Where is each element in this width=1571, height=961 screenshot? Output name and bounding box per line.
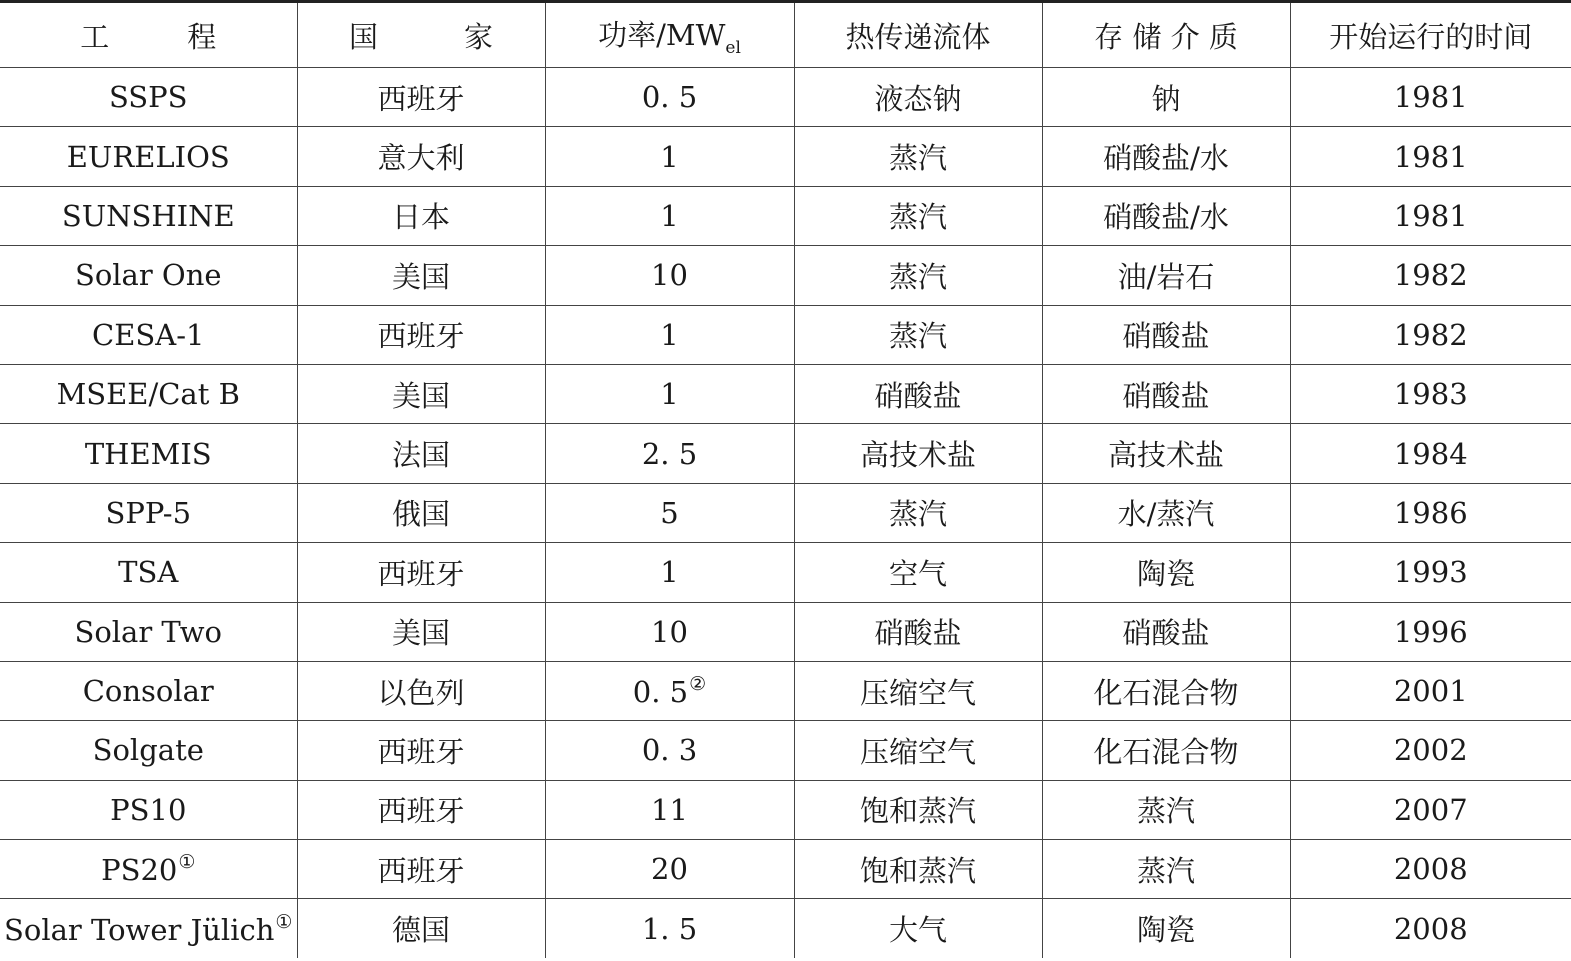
cell-country [297,305,545,364]
cell-project [0,602,297,661]
cell-storage [1042,305,1290,364]
cell-project-text: SUNSHINE [61,198,235,233]
table-row [0,543,1571,602]
cell-project [0,483,297,542]
cell-storage [1042,840,1290,899]
cell-project-text: EURELIOS [66,139,230,174]
cell-project [0,127,297,186]
cell-power [545,424,794,483]
cell-country-text: 日本 [391,200,450,235]
cell-storage-text: 硝酸盐/水 [1103,200,1229,235]
cell-start-year-text: 1983 [1393,377,1468,412]
cell-fluid-text: 硝酸盐 [874,616,962,651]
cell-country-text: 美国 [391,378,450,413]
cell-power-text: 1 [660,139,679,174]
cell-country [297,661,545,720]
cell-country [297,186,545,245]
cell-storage-text: 油/岩石 [1117,259,1215,294]
cell-country [297,68,545,127]
cell-start-year-text: 1986 [1393,495,1468,530]
table-row [0,602,1571,661]
cell-storage [1042,899,1290,958]
cell-storage [1042,424,1290,483]
cell-start-year [1290,543,1571,602]
cell-power [545,305,794,364]
cell-start-year [1290,246,1571,305]
cell-country-text: 西班牙 [377,794,465,829]
cell-start-year-text: 2008 [1393,852,1468,887]
cell-storage [1042,68,1290,127]
cell-country-text: 法国 [391,438,450,473]
cell-project-text: PS20 [101,853,178,888]
cell-storage-text: 钠 [1151,81,1181,116]
cell-project [0,780,297,839]
cell-start-year [1290,721,1571,780]
cell-project-text: Solar Two [74,614,223,649]
cell-fluid [794,543,1042,602]
cell-country [297,364,545,423]
header-country-char-2: 家 [464,19,494,54]
cell-project [0,840,297,899]
cell-fluid [794,246,1042,305]
cell-start-year-text: 2002 [1393,733,1468,768]
header-power-label: 功率/MW [598,17,726,52]
cell-project [0,661,297,720]
cell-project-text: TSA [118,555,179,590]
cell-storage-text: 高技术盐 [1107,438,1224,473]
header-power-subscript: el [725,37,741,58]
cell-project [0,424,297,483]
cell-power-text: 10 [651,258,688,293]
cell-country [297,424,545,483]
cell-country-text: 意大利 [377,141,465,176]
cell-power [545,721,794,780]
header-storage: 存 储 介 质 [1042,2,1290,68]
cell-storage-text: 硝酸盐 [1122,319,1210,354]
cell-project-text: SPP-5 [105,495,192,530]
table-row [0,840,1571,899]
cell-power-text: 5 [660,495,679,530]
cell-fluid [794,840,1042,899]
cell-country-text: 美国 [391,616,450,651]
cell-fluid-text: 压缩空气 [859,675,976,710]
header-project-char-2: 程 [187,19,217,54]
header-row [0,2,1571,68]
cell-fluid-text: 饱和蒸汽 [859,794,976,829]
cell-power-text: 1 [660,555,679,590]
table-row [0,246,1571,305]
cell-fluid [794,661,1042,720]
cell-start-year [1290,127,1571,186]
cell-start-year-text: 1982 [1393,317,1468,352]
cell-storage [1042,186,1290,245]
cell-storage-text: 硝酸盐 [1122,616,1210,651]
cell-power [545,68,794,127]
cell-country [297,840,545,899]
header-country-char-1: 国 [348,19,378,54]
cell-fluid [794,68,1042,127]
cell-start-year-text: 2008 [1393,911,1468,946]
table-row [0,721,1571,780]
cell-start-year-text: 1981 [1393,198,1468,233]
cell-power [545,602,794,661]
cell-power-text: 0. 3 [641,733,698,768]
table-row [0,68,1571,127]
cell-fluid [794,127,1042,186]
cell-project [0,364,297,423]
cell-power-text: 0. 5 [632,675,689,710]
cell-start-year [1290,780,1571,839]
cell-start-year [1290,186,1571,245]
table-row [0,899,1571,958]
cell-power [545,186,794,245]
cell-project [0,246,297,305]
cell-fluid-text: 蒸汽 [888,497,947,532]
cell-start-year [1290,424,1571,483]
cell-fluid-text: 压缩空气 [859,734,976,769]
cell-country-text: 俄国 [391,497,450,532]
cell-project [0,543,297,602]
cell-fluid-text: 蒸汽 [888,319,947,354]
cell-country [297,721,545,780]
table-row [0,780,1571,839]
cell-start-year [1290,483,1571,542]
cell-storage [1042,483,1290,542]
cell-fluid-text: 空气 [888,556,947,591]
cell-power [545,840,794,899]
cell-fluid [794,780,1042,839]
table-row [0,424,1571,483]
cell-fluid-text: 硝酸盐 [874,378,962,413]
header-country [297,2,545,68]
table-row [0,661,1571,720]
cell-storage-text: 陶瓷 [1136,913,1195,948]
cell-start-year [1290,68,1571,127]
cell-start-year-text: 2001 [1393,674,1468,709]
cell-power-text: 1. 5 [641,911,698,946]
cell-power [545,899,794,958]
cell-start-year-text: 1981 [1393,139,1468,174]
cell-fluid [794,364,1042,423]
cell-country [297,127,545,186]
cell-storage [1042,780,1290,839]
cell-fluid-text: 大气 [888,913,947,948]
cell-project-text: THEMIS [84,436,212,471]
cell-power [545,543,794,602]
cell-country [297,246,545,305]
table-row [0,305,1571,364]
cell-storage-text: 蒸汽 [1136,794,1195,829]
cell-power [545,661,794,720]
cell-start-year-text: 2007 [1393,792,1468,827]
cell-power-text: 0. 5 [641,80,698,115]
cell-storage [1042,721,1290,780]
cell-fluid [794,305,1042,364]
cell-power-text: 1 [660,317,679,352]
cell-power-text: 20 [651,852,688,887]
cell-start-year-text: 1984 [1393,436,1468,471]
table-row [0,127,1571,186]
cell-fluid [794,424,1042,483]
cell-start-year [1290,661,1571,720]
cell-country-text: 美国 [391,259,450,294]
cell-storage [1042,602,1290,661]
cell-fluid-text: 蒸汽 [888,200,947,235]
cell-country-text: 西班牙 [377,853,465,888]
cell-country-text: 西班牙 [377,556,465,591]
cell-fluid [794,602,1042,661]
cell-country [297,780,545,839]
footnote-marker: ① [178,851,196,874]
cell-storage [1042,246,1290,305]
cell-storage-text: 硝酸盐 [1122,378,1210,413]
cell-fluid [794,483,1042,542]
cell-project [0,721,297,780]
cell-project-text: PS10 [110,792,187,827]
cell-project [0,68,297,127]
cell-project-text: Consolar [82,674,214,709]
cell-start-year-text: 1981 [1393,80,1468,115]
cell-project-text: Solgate [92,733,204,768]
cell-fluid-text: 高技术盐 [859,438,976,473]
cell-fluid-text: 蒸汽 [888,141,947,176]
cell-country-text: 西班牙 [377,319,465,354]
cell-fluid-text: 饱和蒸汽 [859,853,976,888]
table-row [0,483,1571,542]
header-fluid: 热传递流体 [794,2,1042,68]
cell-power-text: 1 [660,377,679,412]
cell-start-year [1290,602,1571,661]
cell-start-year-text: 1982 [1393,258,1468,293]
cell-power-text: 1 [660,198,679,233]
cell-power [545,780,794,839]
cell-fluid [794,721,1042,780]
cell-power [545,246,794,305]
cell-fluid-text: 蒸汽 [888,259,947,294]
cell-country [297,602,545,661]
cell-storage-text: 化石混合物 [1093,734,1239,769]
header-start-time: 开始运行的时间 [1290,2,1571,68]
cell-storage-text: 水/蒸汽 [1117,497,1215,532]
cell-country-text: 德国 [391,913,450,948]
cell-power-text: 11 [651,792,688,827]
cell-storage-text: 陶瓷 [1136,556,1195,591]
cell-country [297,543,545,602]
cell-fluid-text: 液态钠 [874,81,962,116]
cell-fluid [794,899,1042,958]
cell-storage-text: 化石混合物 [1093,675,1239,710]
cell-country [297,899,545,958]
cell-project-text: CESA-1 [92,317,205,352]
cell-project [0,899,297,958]
footnote-marker: ② [689,673,707,696]
header-power [545,2,794,68]
cell-storage [1042,661,1290,720]
cell-country-text: 以色列 [377,675,465,710]
cell-project-text: MSEE/Cat B [56,377,240,412]
cell-storage-text: 蒸汽 [1136,853,1195,888]
cell-project [0,186,297,245]
cell-power [545,364,794,423]
cell-storage-text: 硝酸盐/水 [1103,141,1229,176]
cell-power [545,127,794,186]
header-project [0,2,297,68]
cell-storage [1042,127,1290,186]
cell-storage [1042,543,1290,602]
cell-project-text: Solar One [74,258,222,293]
cell-country-text: 西班牙 [377,81,465,116]
cell-start-year-text: 1996 [1393,614,1468,649]
cell-start-year [1290,305,1571,364]
cell-project-text: SSPS [108,80,188,115]
cell-storage [1042,364,1290,423]
cell-start-year [1290,840,1571,899]
cell-project [0,305,297,364]
header-project-char-1: 工 [80,19,110,54]
cell-fluid [794,186,1042,245]
cell-country [297,483,545,542]
cell-project-text: Solar Tower Jülich [4,912,275,947]
table-row [0,364,1571,423]
cell-power [545,483,794,542]
footnote-marker: ① [275,910,293,933]
cell-start-year [1290,899,1571,958]
cell-power-text: 2. 5 [641,436,698,471]
cell-power-text: 10 [651,614,688,649]
cell-country-text: 西班牙 [377,734,465,769]
cell-start-year-text: 1993 [1393,555,1468,590]
table-row [0,186,1571,245]
cell-start-year [1290,364,1571,423]
